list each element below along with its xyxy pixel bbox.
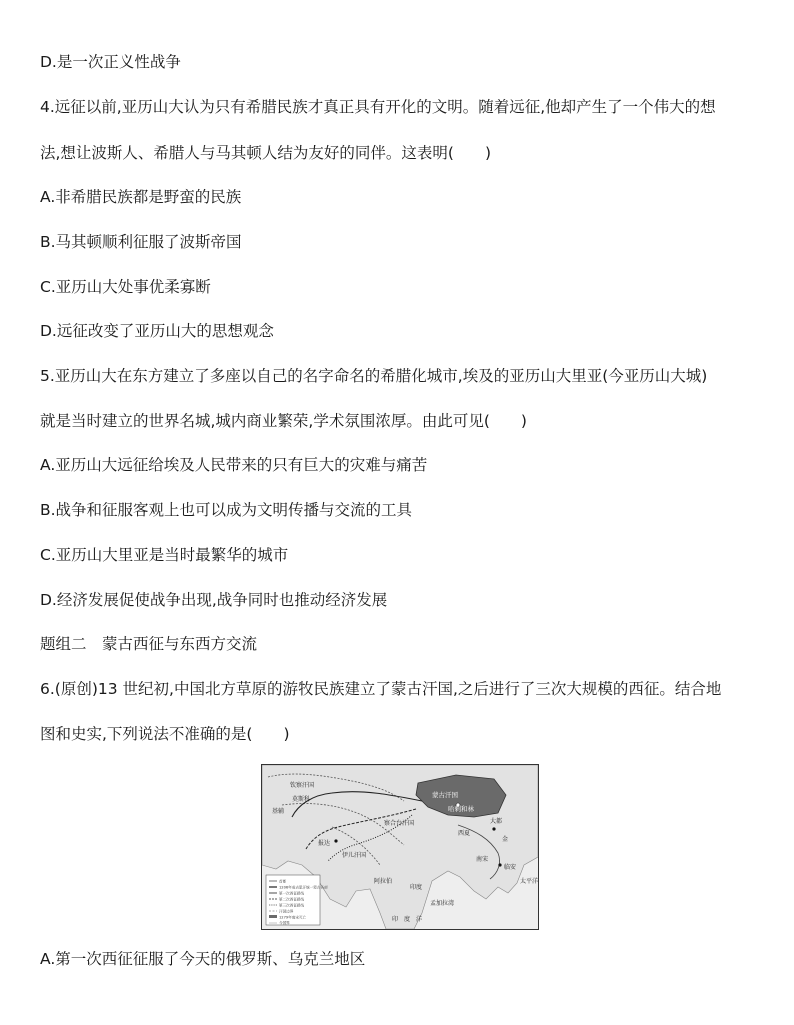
map-label-ilkhanate: 伊儿汗国 (342, 852, 367, 859)
svg-text:第二次西征路线: 第二次西征路线 (279, 897, 305, 902)
map-label-india: 印度 (410, 884, 423, 891)
map-label-arabia: 阿拉伯 (374, 878, 393, 885)
map-label-dadu: 大都 (490, 818, 503, 825)
map-label-moscow: 莫斯科 (292, 796, 311, 803)
svg-text:1279年南宋灭亡: 1279年南宋灭亡 (279, 915, 307, 920)
q5-stem-line-2: 就是当时建立的世界名城,城内商业繁荣,学术氛围浓厚。由此可见( ) (40, 412, 527, 430)
q4-option-d: D.远征改变了亚历山大的思想观念 (40, 322, 274, 340)
q4-option-b: B.马其顿顺利征服了波斯帝国 (40, 233, 242, 251)
map-label-kipchak: 钦察汗国 (290, 782, 315, 789)
map-label-yuan: 蒙古汗国 (432, 791, 458, 799)
svg-text:第一次西征路线: 第一次西征路线 (279, 891, 305, 896)
map-label-pacific: 太平洋 (520, 878, 538, 885)
svg-text:首都: 首都 (279, 879, 287, 884)
map-label-baghdad: 报达 (318, 840, 331, 847)
q5-stem-line-1: 5.亚历山大在东方建立了多座以自己的名字命名的希腊化城市,埃及的亚历山大里亚(今亚历山大城) (40, 367, 708, 385)
q5-option-b: B.战争和征服客观上也可以成为文明传播与交流的工具 (40, 501, 413, 519)
q6-stem-line-2: 图和史实,下列说法不准确的是( ) (40, 725, 290, 743)
svg-text:汗国边界: 汗国边界 (279, 909, 294, 914)
q5-option-d: D.经济发展促使战争出现,战争同时也推动经济发展 (40, 591, 388, 609)
q4-option-c: C.亚历山大处事优柔寡断 (40, 278, 211, 296)
q4-stem-line-2: 法,想让波斯人、希腊人与马其顿人结为友好的同伴。这表明( ) (40, 144, 492, 162)
map-label-song: 南宋 (476, 856, 489, 863)
mongol-conquest-map (261, 764, 539, 930)
map-label-bay: 孟加拉湾 (430, 900, 455, 907)
q4-stem-line-1: 4.远征以前,亚历山大认为只有希腊民族才真正具有开化的文明。随着远征,他却产生了一个伟大的想 (40, 98, 716, 116)
q3-option-d: D.是一次正义性战争 (40, 53, 181, 71)
map-label-xixia: 西夏 (458, 830, 471, 837)
map-label-chagatai: 察合台汗国 (384, 820, 415, 827)
q5-option-c: C.亚历山大里亚是当时最繁华的城市 (40, 546, 289, 564)
svg-text:1206年成吉思汗统一蒙古各部: 1206年成吉思汗统一蒙古各部 (279, 885, 328, 890)
map-label-jin: 金 (502, 836, 509, 843)
svg-text:第三次西征路线: 第三次西征路线 (279, 903, 305, 908)
q6-stem-line-1: 6.(原创)13 世纪初,中国北方草原的游牧民族建立了蒙古汗国,之后进行了三次大规模的西征。结合地 (40, 680, 722, 698)
section-heading-group-2: 题组二 蒙古西征与东西方交流 (40, 635, 258, 653)
q4-option-a: A.非希腊民族都是野蛮的民族 (40, 188, 242, 206)
svg-text:今国界: 今国界 (279, 921, 290, 925)
map-label-karakorum: 哈剌和林 (448, 805, 474, 813)
map-label-kiev: 基辅 (272, 808, 285, 815)
q6-option-a: A.第一次西征征服了今天的俄罗斯、乌克兰地区 (40, 950, 366, 968)
map-label-linan: 临安 (504, 864, 517, 871)
map-label-indian-ocean: 印 度 洋 (392, 916, 423, 923)
q5-option-a: A.亚历山大远征给埃及人民带来的只有巨大的灾难与痛苦 (40, 456, 428, 474)
